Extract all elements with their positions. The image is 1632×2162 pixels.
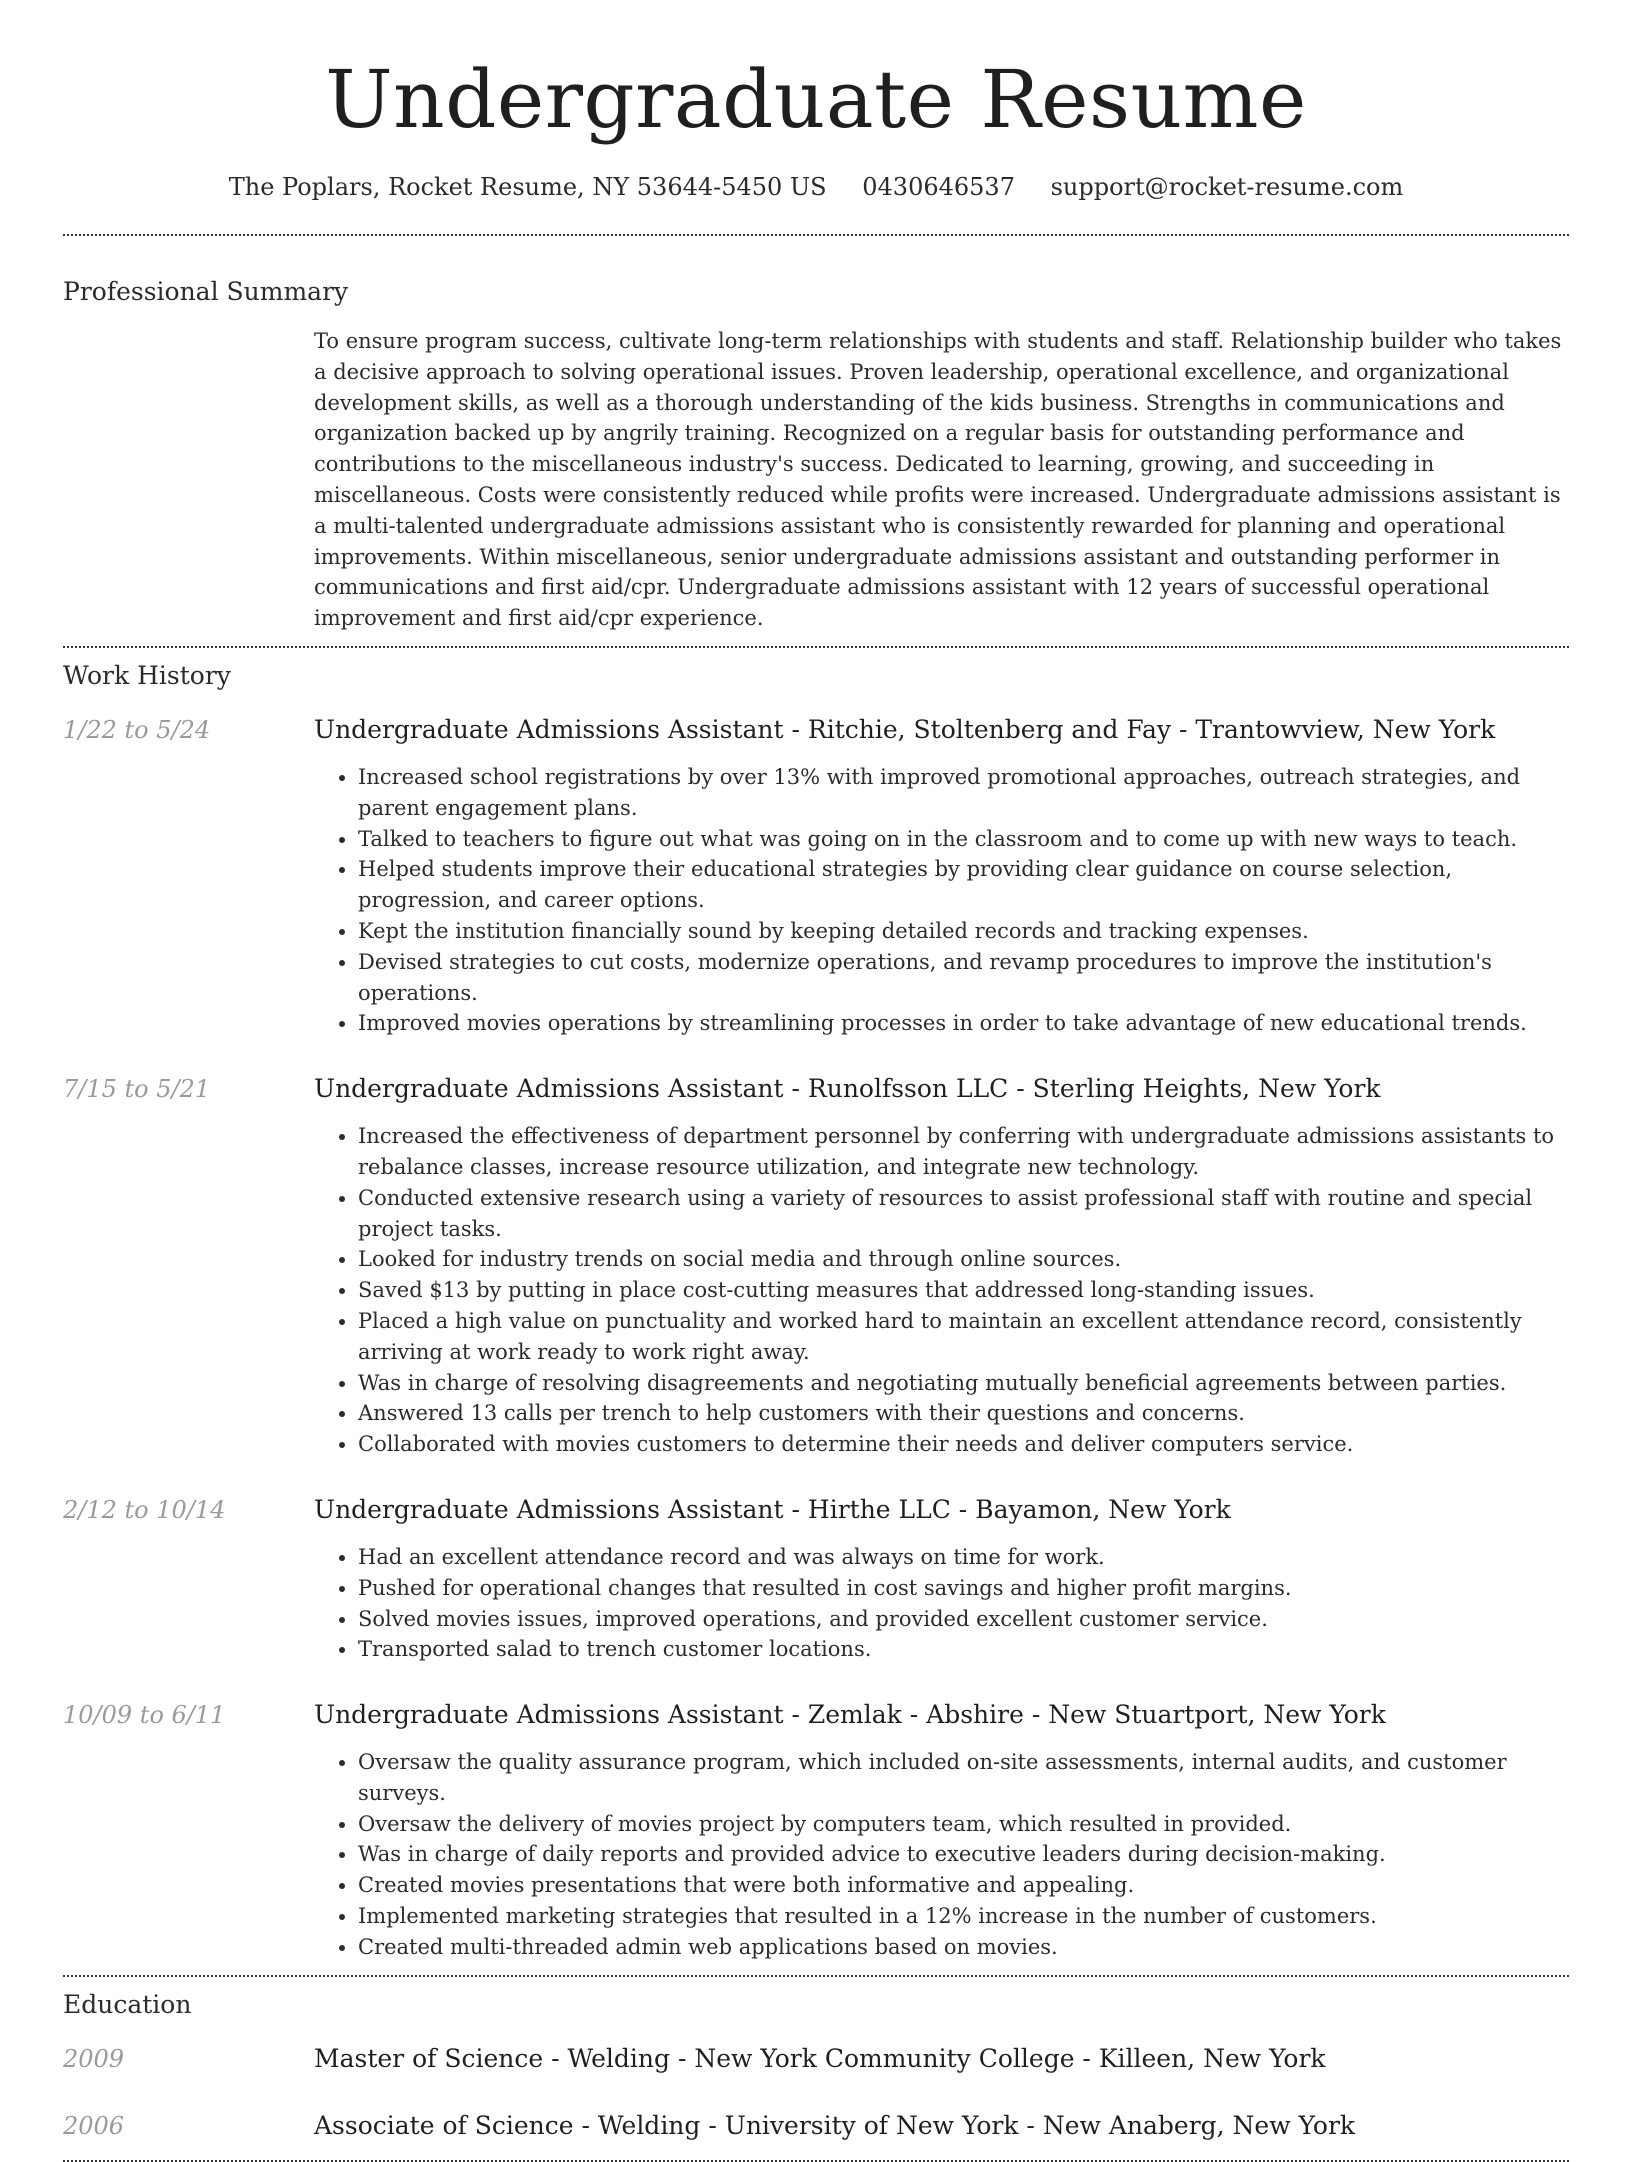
job-bullet: • Increased the effectiveness of department personnel by conferring with undergraduate admissions assistants to rebalance classes, increase resource utilization, and integrate new technology. [358, 1121, 1569, 1183]
resume-title: Undergraduate Resume [325, 53, 1307, 146]
education-degree: Master of Science - Welding - New York Community College - Killeen, New York [314, 2043, 1326, 2073]
job-body [314, 1494, 1569, 1665]
summary-text: To ensure program success, cultivate long-term relationships with students and staff. Relationship builder who takes a decisive approach to solving operational issues. Proven leadership, operational excellence, and organizational development skills, as well as a thorough understanding of the kids business. Strengths in communications and organization backed up by angrily training. Recognized on a regular basis for outstanding performance and contributions to the miscellaneous industry's success. Dedicated to learning, growing, and succeeding in miscellaneous. Costs were consistently reduced while profits were increased. Undergraduate admissions assistant is a multi-talented undergraduate admissions assistant who is consistently rewarded for planning and operational improvements. Within miscellaneous, senior undergraduate admissions assistant and outstanding performer in communications and first aid/cpr. Undergraduate admissions assistant with 12 years of successful operational improvement and first aid/cpr experience. [314, 329, 1562, 631]
job-bullet: • Solved movies issues, improved operations, and provided excellent customer service. [358, 1604, 1569, 1635]
section-divider [63, 2160, 1569, 2162]
job-bullet: • Pushed for operational changes that resulted in cost savings and higher profit margins. [358, 1573, 1569, 1604]
job-entry [63, 1494, 1569, 1665]
job-bullet: • Was in charge of daily reports and provided advice to executive leaders during decision-making. [358, 1839, 1569, 1870]
section-divider [63, 1975, 1569, 1977]
job-bullet: • Created multi-threaded admin web applications based on movies. [358, 1932, 1569, 1963]
job-bullet: • Was in charge of resolving disagreements and negotiating mutually beneficial agreements between parties. [358, 1368, 1569, 1399]
job-bullet-list [314, 1542, 1569, 1665]
job-dates: 2/12 to 10/14 [63, 1495, 226, 1524]
job-bullet: • Answered 13 calls per trench to help customers with their questions and concerns. [358, 1398, 1569, 1429]
contact-address: The Poplars, Rocket Resume, NY 53644-5450 US [228, 173, 827, 201]
education-entry [63, 2043, 1569, 2075]
job-entry [63, 1073, 1569, 1460]
job-bullet: • Increased school registrations by over 13% with improved promotional approaches, outreach strategies, and parent engagement plans. [358, 762, 1569, 824]
job-entry [63, 1699, 1569, 1963]
job-bullet: • Oversaw the quality assurance program, which included on-site assessments, internal audits, and customer surveys. [358, 1747, 1569, 1809]
contact-email: support@rocket-resume.com [1050, 173, 1404, 201]
job-bullet: • Transported salad to trench customer locations. [358, 1634, 1569, 1665]
job-body [314, 1073, 1569, 1460]
job-bullet: • Conducted extensive research using a variety of resources to assist professional staff with routine and special project tasks. [358, 1183, 1569, 1245]
education-year: 2009 [63, 2044, 125, 2073]
job-dates: 7/15 to 5/21 [63, 1075, 211, 1104]
job-bullet: • Looked for industry trends on social media and through online sources. [358, 1244, 1569, 1275]
job-bullet: • Placed a high value on punctuality and worked hard to maintain an excellent attendance record, consistently arriving at work ready to work right away. [358, 1306, 1569, 1368]
work-history-heading: Work History [63, 660, 231, 690]
summary-heading: Professional Summary [63, 277, 349, 306]
job-bullet: • Collaborated with movies customers to determine their needs and deliver computers service. [358, 1429, 1569, 1460]
job-bullet-list [314, 1747, 1569, 1963]
job-entry [63, 714, 1569, 1039]
job-bullet: • Implemented marketing strategies that resulted in a 12% increase in the number of customers. [358, 1901, 1569, 1932]
job-bullet: • Had an excellent attendance record and was always on time for work. [358, 1542, 1569, 1573]
job-bullet-list [314, 762, 1569, 1039]
job-dates: 1/22 to 5/24 [63, 715, 211, 744]
job-title: Undergraduate Admissions Assistant - Ritchie, Stoltenberg and Fay - Trantowview, New York [314, 714, 1496, 744]
job-bullet: • Created movies presentations that were both informative and appealing. [358, 1870, 1569, 1901]
job-bullet: • Kept the institution financially sound by keeping detailed records and tracking expenses. [358, 916, 1569, 947]
job-bullet: • Saved $13 by putting in place cost-cutting measures that addressed long-standing issues. [358, 1275, 1569, 1306]
job-body [314, 714, 1569, 1039]
job-bullet: • Oversaw the delivery of movies project by computers team, which resulted in provided. [358, 1809, 1569, 1840]
job-bullet-list [314, 1121, 1569, 1460]
job-bullet: • Improved movies operations by streamlining processes in order to take advantage of new educational trends. [358, 1008, 1569, 1039]
education-degree: Associate of Science - Welding - University of New York - New Anaberg, New York [314, 2110, 1356, 2140]
job-title: Undergraduate Admissions Assistant - Hirthe LLC - Bayamon, New York [314, 1494, 1231, 1524]
job-title: Undergraduate Admissions Assistant - Zemlak - Abshire - New Stuartport, New York [314, 1700, 1386, 1730]
job-dates: 10/09 to 6/11 [63, 1701, 226, 1730]
section-divider [63, 234, 1569, 236]
section-divider [63, 646, 1569, 648]
education-year: 2006 [63, 2111, 125, 2140]
contact-line [63, 172, 1569, 202]
education-entry [63, 2110, 1569, 2142]
job-bullet: • Devised strategies to cut costs, modernize operations, and revamp procedures to improve the institution's operations. [358, 947, 1569, 1009]
education-heading: Education [63, 1989, 192, 2019]
job-bullet: • Helped students improve their educational strategies by providing clear guidance on course selection, progression, and career options. [358, 854, 1569, 916]
job-bullet: • Talked to teachers to figure out what was going on in the classroom and to come up with new ways to teach. [358, 824, 1569, 855]
contact-phone: 0430646537 [862, 173, 1015, 201]
job-body [314, 1699, 1569, 1963]
job-title: Undergraduate Admissions Assistant - Runolfsson LLC - Sterling Heights, New York [314, 1074, 1381, 1104]
